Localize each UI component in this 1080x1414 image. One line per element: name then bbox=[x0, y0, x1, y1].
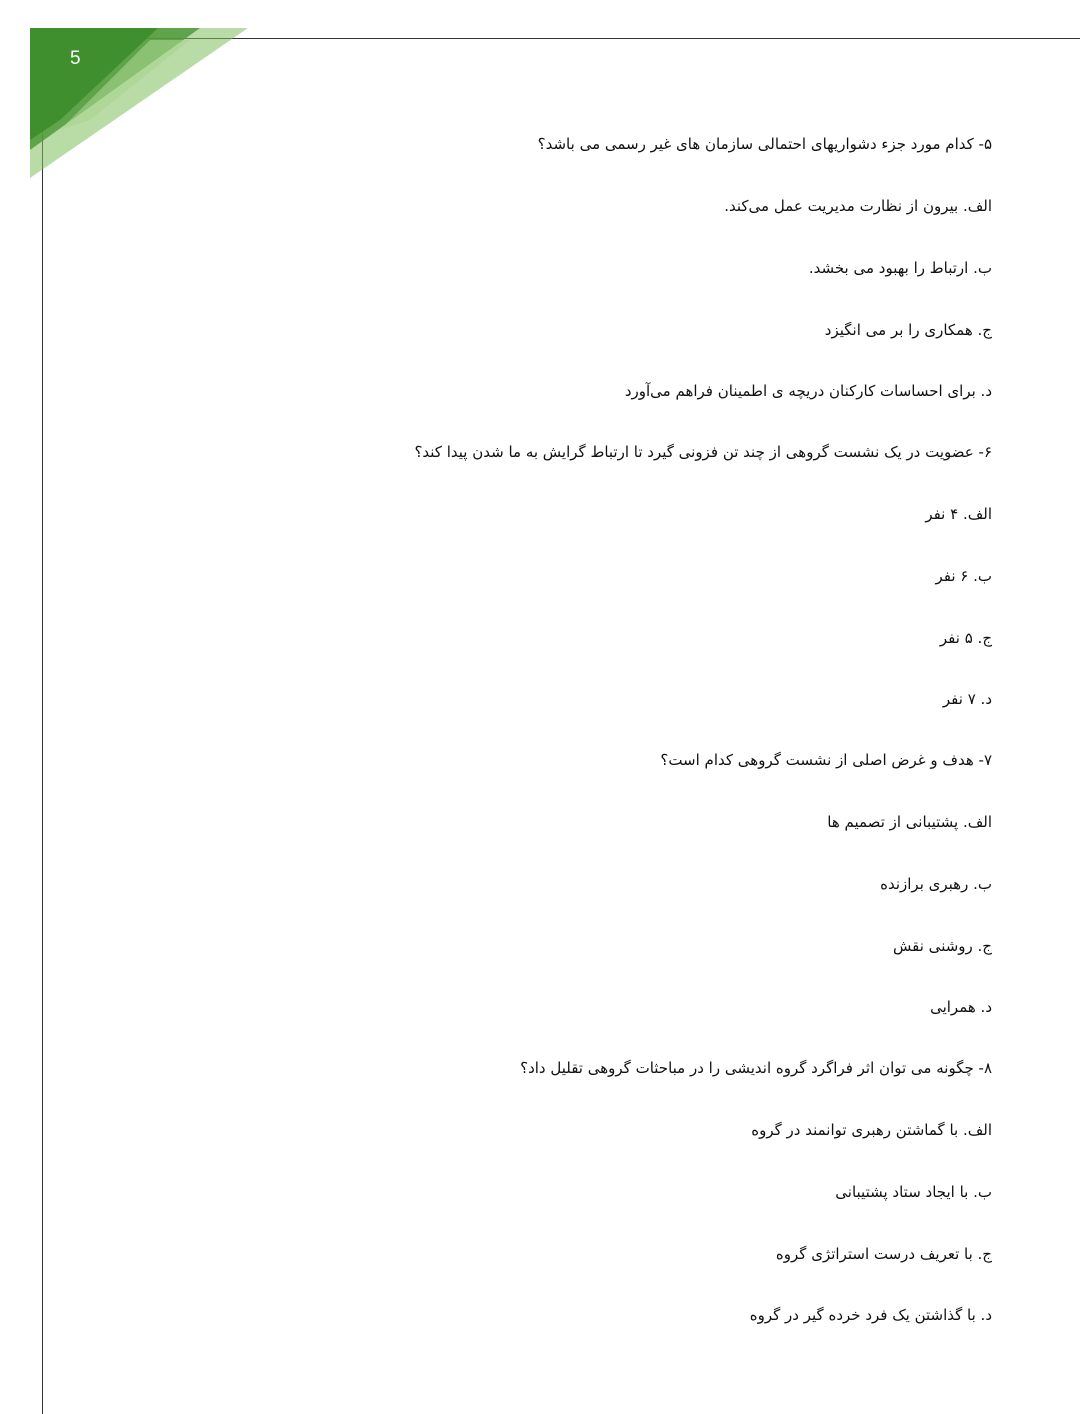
question-7: ۷- هدف و غرض اصلی از نشست گروهی کدام است؟ bbox=[660, 751, 992, 769]
question-6-option-a: الف. ۴ نفر bbox=[925, 505, 992, 523]
question-8-option-b: ب. با ایجاد ستاد پشتیبانی bbox=[835, 1183, 992, 1201]
question-8: ۸- چگونه می توان اثر فراگرد گروه اندیشی را در مباحثات گروهی تقلیل داد؟ bbox=[520, 1059, 992, 1077]
question-8-option-d: د. با گذاشتن یک فرد خرده گیر در گروه bbox=[749, 1306, 992, 1324]
page-number: 5 bbox=[70, 48, 81, 69]
question-5-option-b: ب. ارتباط را بهبود می بخشد. bbox=[808, 259, 992, 277]
question-5: ۵- کدام مورد جزء دشواریهای احتمالی سازمان های غیر رسمی می باشد؟ bbox=[537, 135, 992, 153]
question-6-option-b: ب. ۶ نفر bbox=[935, 567, 992, 585]
question-7-option-c: ج. روشنی نقش bbox=[893, 937, 992, 955]
question-5-option-a: الف. بیرون از نظارت مدیریت عمل می‌کند. bbox=[724, 197, 992, 215]
question-6: ۶- عضویت در یک نشست گروهی از چند تن فزونی گیرد تا ارتباط گرایش به ما شدن پیدا کند؟ bbox=[414, 443, 992, 461]
question-6-option-c: ج. ۵ نفر bbox=[939, 629, 992, 647]
question-7-option-b: ب. رهبری برازنده bbox=[880, 875, 992, 893]
question-5-option-c: ج. همکاری را بر می انگیزد bbox=[824, 321, 992, 339]
question-6-option-d: د. ۷ نفر bbox=[942, 690, 992, 708]
question-7-option-d: د. همرایی bbox=[930, 998, 992, 1016]
question-8-option-c: ج. با تعریف درست استراتژی گروه bbox=[775, 1245, 992, 1263]
question-8-option-a: الف. با گماشتن رهبری توانمند در گروه bbox=[751, 1121, 992, 1139]
question-7-option-a: الف. پشتیبانی از تصمیم ها bbox=[827, 813, 992, 831]
question-5-option-d: د. برای احساسات کارکنان دریچه ی اطمینان فراهم می‌آورد bbox=[624, 382, 992, 400]
